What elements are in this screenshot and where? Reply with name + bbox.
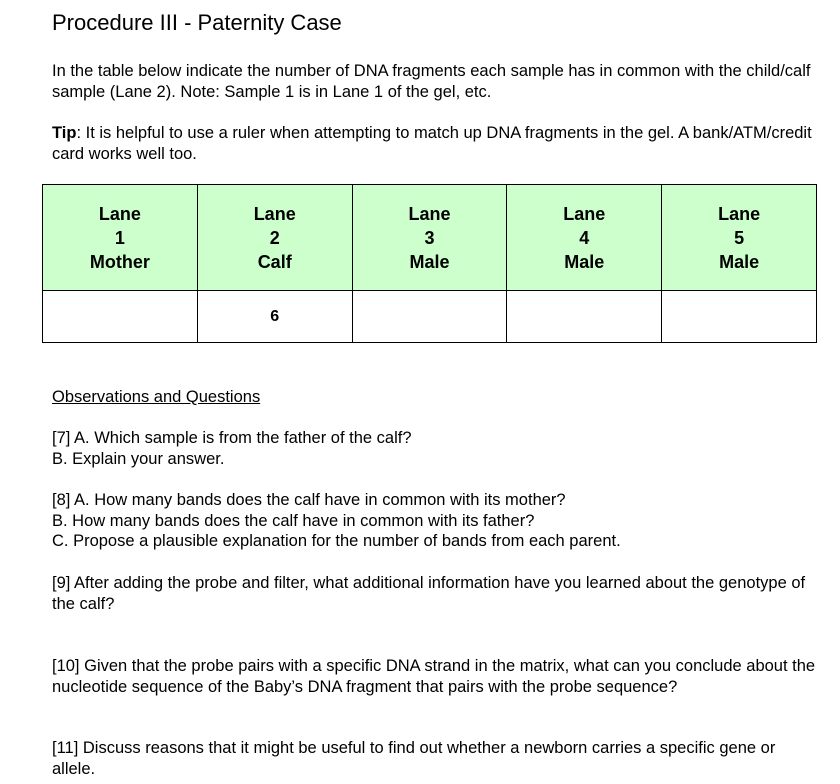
- lane-3-header: [352, 185, 507, 291]
- lane-1-header: [43, 185, 198, 291]
- lanes-value-row: [43, 291, 817, 343]
- lane-sample: Calf: [257, 251, 292, 272]
- question-9: [9] After adding the probe and filter, what additional information have you learned about the genotype of the calf?: [52, 574, 806, 613]
- question-7-part-a: [7] A. Which sample is from the father of the calf?: [52, 429, 412, 447]
- question-11: [11] Discuss reasons that it might be useful to find out whether a newborn carries a specific gene or allele.: [52, 739, 776, 778]
- lane-word: Lane: [98, 203, 141, 224]
- lane-word: Lane: [408, 203, 451, 224]
- lanes-header-row: [43, 185, 817, 291]
- lane-number: 2: [269, 227, 280, 248]
- question-7-part-b: B. Explain your answer.: [52, 449, 225, 468]
- question-10: [10] Given that the probe pairs with a specific DNA strand in the matrix, what can you conclude about the nucleotide sequence of the Baby’s DNA fragment that pairs with the probe sequence?: [52, 657, 816, 696]
- question-8-part-b: B. How many bands does the calf have in common with its father?: [52, 511, 535, 530]
- lane-number: 5: [734, 227, 745, 248]
- lane-2-value[interactable]: 6: [197, 291, 352, 343]
- lane-number: 3: [424, 227, 435, 248]
- lanes-table: [42, 184, 817, 343]
- lane-sample: Male: [719, 251, 760, 272]
- question-7: [52, 428, 822, 469]
- lane-5-value[interactable]: [662, 291, 817, 343]
- lane-sample: Male: [409, 251, 450, 272]
- tip-paragraph: [52, 123, 822, 165]
- lane-2-header: [197, 185, 352, 291]
- observations-heading: Observations and Questions: [52, 388, 261, 406]
- lane-word: Lane: [253, 203, 296, 224]
- lane-3-value[interactable]: [352, 291, 507, 343]
- lane-4-value[interactable]: [507, 291, 662, 343]
- lane-4-header: [507, 185, 662, 291]
- page-title: Procedure III - Paternity Case: [52, 10, 342, 35]
- question-8-part-c: C. Propose a plausible explanation for the number of bands from each parent.: [52, 532, 621, 550]
- lane-5-header: [662, 185, 817, 291]
- tip-label: Tip: [52, 124, 77, 142]
- lane-1-value[interactable]: [43, 291, 198, 343]
- intro-paragraph: In the table below indicate the number of DNA fragments each sample has in common with the child/calf sample (Lane 2). Note: Sample 1 is in Lane 1 of the gel, etc.: [52, 62, 811, 101]
- lane-word: Lane: [718, 203, 761, 224]
- tip-text: : It is helpful to use a ruler when attempting to match up DNA fragments in the gel. A bank/ATM/credit card works well too.: [52, 124, 812, 163]
- lane-sample: Mother: [89, 251, 150, 272]
- lane-sample: Male: [564, 251, 605, 272]
- lane-word: Lane: [563, 203, 606, 224]
- lane-number: 4: [579, 227, 590, 248]
- question-8: [52, 490, 822, 552]
- question-8-part-a: [8] A. How many bands does the calf have in common with its mother?: [52, 491, 566, 509]
- lane-number: 1: [114, 227, 125, 248]
